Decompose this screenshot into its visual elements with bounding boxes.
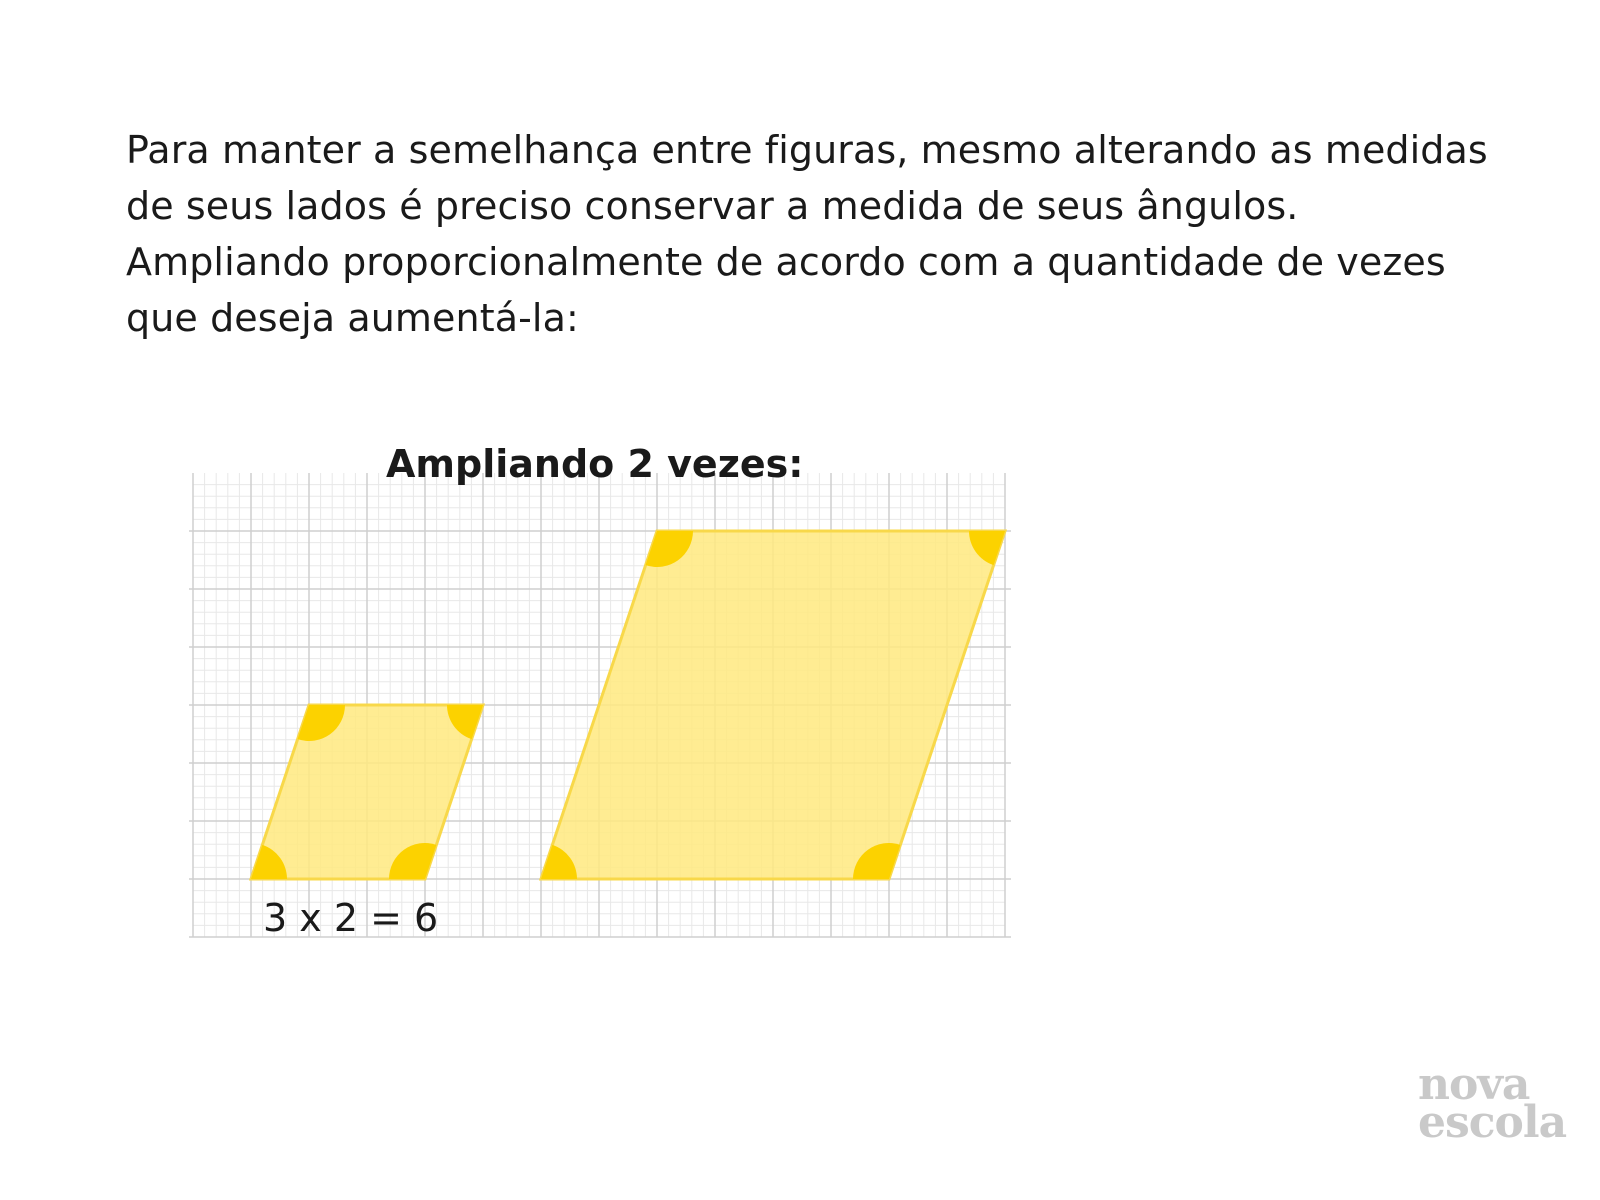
logo-line-nova: nova [1418, 1059, 1530, 1110]
intro-line-3: Ampliando proporcionalmente de acordo com a quantidade de vezes [126, 240, 1446, 284]
figure-title: Ampliando 2 vezes: [386, 442, 804, 486]
equation-label: 3 x 2 = 6 [263, 896, 439, 940]
parallelograms [251, 531, 1005, 879]
intro-line-1: Para manter a semelhança entre figuras, mesmo alterando as medidas [126, 128, 1488, 172]
nova-escola-logo [1418, 1059, 1567, 1148]
intro-line-4: que deseja aumentá-la: [126, 296, 579, 340]
intro-line-2: de seus lados é preciso conservar a medida de seus ângulos. [126, 184, 1299, 228]
logo-line-escola: escola [1418, 1097, 1567, 1148]
